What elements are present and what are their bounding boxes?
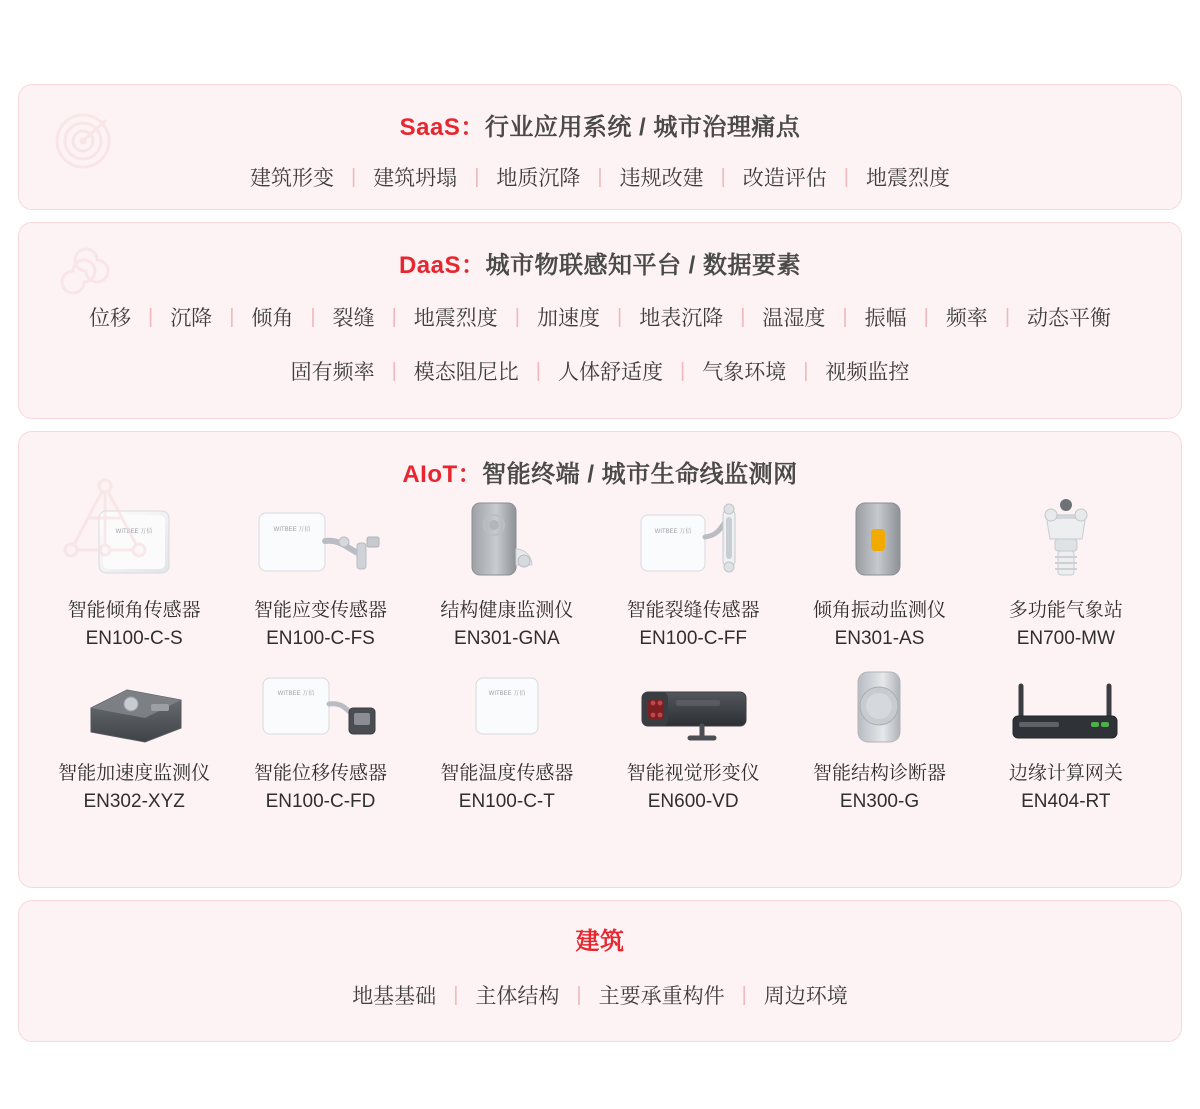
layer-panel-daas bbox=[18, 222, 1182, 419]
device-grid bbox=[19, 489, 1181, 825]
device-card[interactable] bbox=[414, 495, 600, 652]
svg-text:WITBEE 万佰: WITBEE 万佰 bbox=[115, 529, 153, 535]
divider: | bbox=[350, 165, 357, 188]
divider: | bbox=[741, 983, 747, 1006]
saas-item-list bbox=[19, 142, 1181, 210]
temperature-sensor-icon bbox=[452, 658, 562, 750]
building-item-list bbox=[19, 956, 1181, 1038]
list-item: 裂缝 bbox=[332, 307, 375, 330]
device-name: 智能倾角传感器 bbox=[67, 600, 201, 621]
device-card[interactable] bbox=[786, 658, 972, 815]
device-name: 智能视觉形变仪 bbox=[626, 763, 760, 785]
gray-vibration-monitor-icon bbox=[824, 495, 934, 587]
divider: | bbox=[740, 305, 746, 328]
device-model: EN100-C-FD bbox=[265, 790, 376, 812]
list-item: 动态平衡 bbox=[1027, 307, 1112, 330]
panel-title-prefix: SaaS： bbox=[399, 114, 485, 141]
device-model: EN301-AS bbox=[834, 627, 925, 649]
list-item: 地震烈度 bbox=[413, 307, 498, 330]
device-card[interactable] bbox=[414, 658, 600, 815]
layer-panel-building bbox=[18, 900, 1182, 1042]
device-model: EN100-C-FF bbox=[639, 627, 747, 649]
device-model: EN301-GNA bbox=[454, 627, 560, 649]
list-item: 人体舒适度 bbox=[558, 361, 663, 384]
panel-title-daas bbox=[19, 223, 1181, 280]
device-card[interactable] bbox=[973, 495, 1159, 652]
daas-item-list bbox=[19, 280, 1181, 408]
panel-title-main: 行业应用系统 / 城市治理痛点 bbox=[484, 114, 801, 141]
list-item: 模态阻尼比 bbox=[413, 361, 519, 384]
divider: | bbox=[576, 983, 582, 1006]
list-item: 建筑形变 bbox=[249, 167, 334, 190]
panel-title-prefix: AIoT： bbox=[402, 461, 483, 488]
layer-panel-saas bbox=[18, 84, 1182, 210]
gray-box-monitor-icon bbox=[442, 495, 572, 587]
panel-title-aiot bbox=[19, 432, 1181, 489]
list-item: 地基基础 bbox=[352, 985, 437, 1008]
accelerometer-box-icon bbox=[69, 658, 199, 750]
list-item: 地震烈度 bbox=[866, 167, 950, 190]
divider: | bbox=[310, 305, 316, 328]
panel-title-main: 城市物联感知平台 / 数据要素 bbox=[485, 252, 802, 279]
divider: | bbox=[514, 305, 520, 328]
list-item: 固有频率 bbox=[290, 361, 375, 384]
edge-gateway-router-icon bbox=[991, 658, 1141, 750]
weather-station-icon bbox=[1011, 495, 1121, 587]
list-item: 频率 bbox=[945, 307, 988, 330]
list-item: 主要承重构件 bbox=[598, 985, 725, 1008]
list-item: 倾角 bbox=[251, 307, 294, 330]
divider: | bbox=[597, 165, 603, 188]
list-item: 主体结构 bbox=[475, 985, 560, 1008]
device-name: 边缘计算网关 bbox=[1008, 763, 1123, 785]
sensor-with-arm-icon bbox=[245, 495, 395, 587]
panel-title-prefix: DaaS： bbox=[398, 252, 486, 279]
svg-text:WITBEE 万佰: WITBEE 万佰 bbox=[278, 691, 315, 698]
device-model: EN404-RT bbox=[1021, 790, 1111, 812]
divider: | bbox=[391, 305, 397, 328]
divider: | bbox=[617, 305, 623, 328]
device-model: EN700-MW bbox=[1016, 627, 1115, 649]
device-model: EN600-VD bbox=[647, 790, 739, 812]
crack-sensor-icon bbox=[623, 495, 763, 587]
device-name: 智能裂缝传感器 bbox=[626, 600, 760, 621]
list-item: 地表沉降 bbox=[639, 307, 724, 330]
device-card[interactable] bbox=[786, 495, 972, 652]
list-item: 建筑坍塌 bbox=[373, 167, 458, 190]
list-item: 改造评估 bbox=[742, 167, 827, 190]
white-square-sensor-icon bbox=[79, 495, 189, 587]
bullet-camera-icon bbox=[618, 658, 768, 750]
svg-text:WITBEE 万佰: WITBEE 万佰 bbox=[654, 529, 692, 535]
panel-title-building bbox=[19, 901, 1181, 956]
device-card[interactable] bbox=[973, 658, 1159, 815]
divider: | bbox=[720, 165, 726, 188]
layer-panel-aiot bbox=[18, 431, 1182, 888]
displacement-sensor-icon bbox=[245, 658, 395, 750]
divider: | bbox=[474, 165, 480, 188]
divider: | bbox=[843, 165, 849, 188]
divider: | bbox=[535, 359, 541, 382]
list-item: 加速度 bbox=[537, 307, 600, 330]
list-item: 周边环境 bbox=[763, 985, 848, 1008]
list-item: 视频监控 bbox=[825, 361, 910, 384]
list-item: 振幅 bbox=[864, 307, 907, 330]
list-item: 违规改建 bbox=[619, 167, 704, 190]
divider: | bbox=[680, 359, 686, 382]
device-model: EN100-C-T bbox=[458, 790, 555, 812]
divider: | bbox=[1004, 305, 1011, 328]
divider: | bbox=[923, 305, 929, 328]
device-name: 智能结构诊断器 bbox=[812, 763, 946, 785]
list-item: 温湿度 bbox=[762, 307, 826, 330]
list-item: 沉降 bbox=[170, 307, 213, 330]
panel-title-main: 智能终端 / 城市生命线监测网 bbox=[482, 461, 798, 488]
divider: | bbox=[842, 305, 848, 328]
list-item: 位移 bbox=[88, 307, 131, 330]
divider: | bbox=[803, 359, 809, 382]
list-item: 地质沉降 bbox=[496, 167, 581, 190]
round-diagnostic-icon bbox=[824, 658, 934, 750]
device-model: EN100-C-FS bbox=[266, 627, 375, 649]
device-model: EN100-C-S bbox=[85, 627, 183, 649]
list-item: 气象环境 bbox=[702, 361, 787, 384]
panel-title-main: 建筑 bbox=[575, 928, 625, 955]
device-name: 智能应变传感器 bbox=[253, 600, 387, 621]
device-name: 智能位移传感器 bbox=[253, 763, 387, 785]
device-name: 结构健康监测仪 bbox=[440, 600, 574, 621]
device-name: 多功能气象站 bbox=[1008, 600, 1123, 621]
device-card[interactable] bbox=[600, 495, 786, 652]
device-card[interactable] bbox=[41, 495, 227, 652]
device-name: 倾角振动监测仪 bbox=[812, 600, 946, 621]
divider: | bbox=[391, 359, 397, 382]
svg-text:WITBEE 万佰: WITBEE 万佰 bbox=[274, 527, 311, 533]
svg-text:WITBEE 万佰: WITBEE 万佰 bbox=[488, 691, 526, 698]
daas-row-1 bbox=[43, 290, 1157, 344]
divider: | bbox=[147, 305, 154, 328]
device-card[interactable] bbox=[227, 658, 413, 815]
divider: | bbox=[453, 983, 459, 1006]
device-card[interactable] bbox=[227, 495, 413, 652]
device-model: EN300-G bbox=[839, 790, 920, 812]
device-card[interactable] bbox=[600, 658, 786, 815]
panel-title-saas bbox=[19, 85, 1181, 142]
device-card[interactable] bbox=[41, 658, 227, 815]
device-name: 智能加速度监测仪 bbox=[58, 763, 211, 785]
device-name: 智能温度传感器 bbox=[440, 763, 574, 785]
daas-row-2 bbox=[43, 344, 1157, 398]
device-model: EN302-XYZ bbox=[83, 790, 185, 812]
divider: | bbox=[229, 305, 235, 328]
